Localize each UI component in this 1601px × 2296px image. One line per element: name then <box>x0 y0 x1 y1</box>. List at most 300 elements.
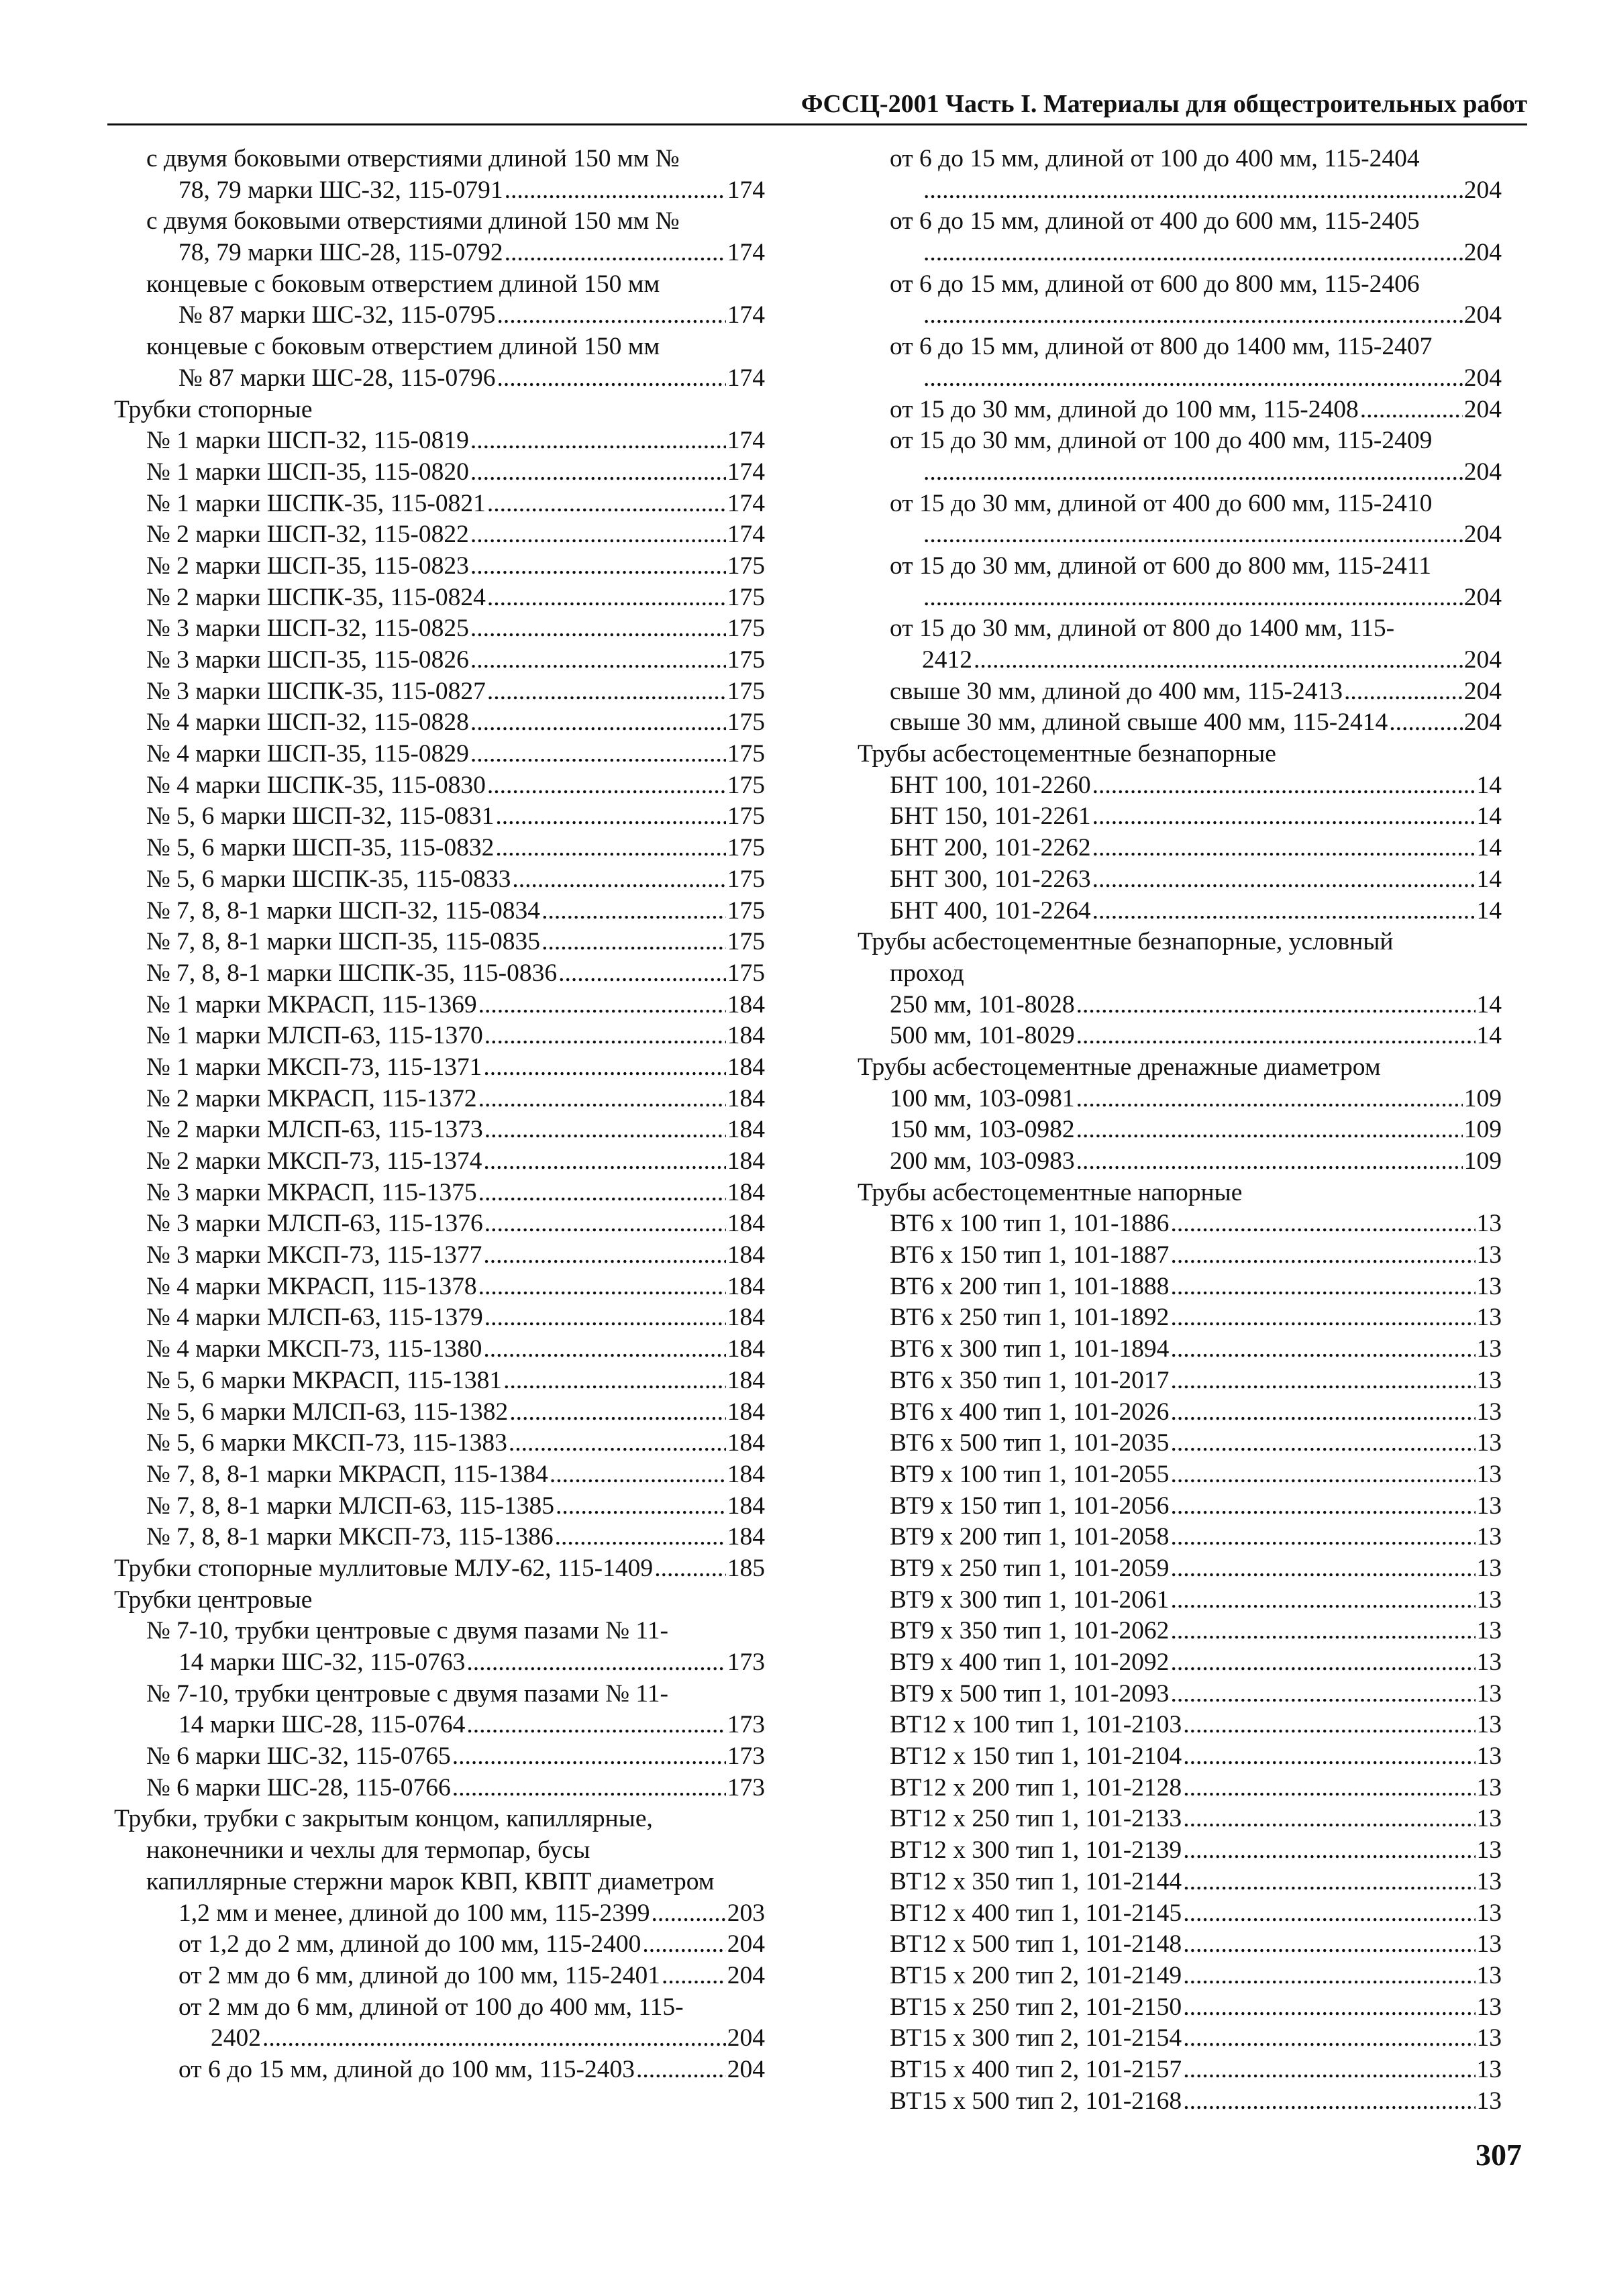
entry-page-number: 13 <box>1476 1899 1502 1927</box>
index-entry <box>858 1961 1502 1992</box>
entry-page-number: 174 <box>727 458 765 486</box>
dot-leader <box>1170 1271 1475 1303</box>
index-entry <box>858 1898 1502 1930</box>
page-header <box>107 87 1527 125</box>
index-entry <box>114 1867 765 1898</box>
index-entry <box>114 175 765 207</box>
index-entry <box>858 1585 1502 1616</box>
dot-leader <box>1183 1741 1475 1773</box>
index-entry <box>114 269 765 301</box>
index-entry <box>858 1334 1502 1365</box>
index-entry <box>114 613 765 645</box>
entry-page-number: 13 <box>1476 1930 1502 1959</box>
entry-page-number: 13 <box>1476 1585 1502 1614</box>
entry-page-number: 173 <box>727 1773 765 1802</box>
entry-page-number: 173 <box>727 1711 765 1739</box>
dot-leader <box>1183 1929 1475 1961</box>
dot-leader <box>483 1334 725 1365</box>
entry-text: 2412 <box>922 646 972 674</box>
dot-leader <box>1170 1459 1475 1491</box>
dot-leader <box>487 582 726 614</box>
entry-text: 14 марки ШС-32, 115-0763 <box>178 1649 466 1676</box>
entry-text: № 5, 6 марки МКСП-73, 115-1383 <box>146 1429 507 1457</box>
index-entry <box>114 645 765 676</box>
dot-leader <box>1170 1585 1475 1616</box>
dot-leader <box>1170 1334 1475 1365</box>
index-column-right <box>858 144 1502 2117</box>
dot-leader <box>505 175 726 207</box>
index-entry <box>114 676 765 708</box>
entry-page-number: 204 <box>1463 646 1502 674</box>
entry-text: 2402 <box>211 2024 261 2052</box>
index-entry <box>858 1021 1502 1052</box>
entry-text: ВТ12 х 300 тип 1, 101-2139 <box>890 1836 1182 1865</box>
dot-leader <box>1170 1679 1475 1710</box>
dot-leader <box>495 833 725 864</box>
index-entry <box>114 425 765 457</box>
index-entry <box>114 395 765 426</box>
dot-leader <box>652 1898 726 1930</box>
entry-text: ВТ15 х 400 тип 2, 101-2157 <box>890 2055 1182 2083</box>
index-entry <box>114 958 765 990</box>
dot-leader <box>1183 1773 1475 1804</box>
dot-leader <box>558 958 726 990</box>
entry-page-number: 14 <box>1476 865 1502 893</box>
entry-text: № 2 марки ШСП-32, 115-0822 <box>146 521 469 549</box>
entry-text: Трубки стопорные <box>114 395 313 423</box>
index-entry <box>858 2054 1502 2086</box>
entry-text: № 3 марки МКРАСП, 115-1375 <box>146 1178 477 1206</box>
entry-text: № 7, 8, 8-1 марки МКСП-73, 115-1386 <box>146 1523 554 1551</box>
dot-leader <box>923 519 1463 551</box>
entry-page-number: 204 <box>1463 583 1502 611</box>
index-entry <box>858 1178 1502 1209</box>
index-entry <box>858 1522 1502 1553</box>
entry-text: ВТ9 х 500 тип 1, 101-2093 <box>890 1679 1170 1708</box>
entry-page-number: 13 <box>1476 1210 1502 1238</box>
dot-leader <box>1183 1898 1475 1930</box>
entry-text: № 5, 6 марки ШСП-32, 115-0831 <box>146 802 495 831</box>
index-entry <box>114 1585 765 1616</box>
index-entry <box>114 1929 765 1961</box>
dot-leader <box>662 1961 726 1992</box>
entry-page-number: 204 <box>727 1961 765 1989</box>
entry-page-number: 184 <box>727 1523 765 1551</box>
index-entry <box>114 1397 765 1428</box>
entry-text: Трубы асбестоцементные дренажные диаметром <box>858 1053 1381 1081</box>
index-entry <box>858 1773 1502 1804</box>
dot-leader <box>1170 1428 1475 1459</box>
index-entry <box>858 457 1502 488</box>
index-entry <box>114 1710 765 1741</box>
entry-text: № 7-10, трубки центровые с двумя пазами № 11- <box>146 1679 669 1708</box>
index-entry <box>114 896 765 927</box>
entry-page-number: 13 <box>1476 1492 1502 1520</box>
index-entry <box>114 1271 765 1303</box>
entry-text: № 5, 6 марки ШСП-35, 115-0832 <box>146 834 495 862</box>
dot-leader <box>452 1773 726 1804</box>
dot-leader <box>1170 1616 1475 1647</box>
entry-page-number: 175 <box>727 802 765 831</box>
entry-text: от 6 до 15 мм, длиной от 100 до 400 мм, 115-2404 <box>890 145 1420 172</box>
dot-leader <box>1183 2023 1475 2054</box>
entry-text: № 1 марки МКСП-73, 115-1371 <box>146 1053 482 1081</box>
dot-leader <box>1183 2054 1475 2086</box>
entry-text: наконечники и чехлы для термопар, бусы <box>146 1836 590 1865</box>
entry-page-number: 13 <box>1476 1366 1502 1394</box>
dot-leader <box>550 1459 726 1491</box>
entry-page-number: 13 <box>1476 1617 1502 1645</box>
dot-leader <box>1183 2086 1475 2118</box>
index-entry <box>858 676 1502 708</box>
entry-text: 78, 79 марки ШС-32, 115-0791 <box>178 176 503 204</box>
entry-page-number: 14 <box>1476 834 1502 862</box>
entry-page-number: 184 <box>727 1429 765 1457</box>
entry-text: № 6 марки ШС-28, 115-0766 <box>146 1773 451 1802</box>
entry-page-number: 13 <box>1476 1523 1502 1551</box>
entry-page-number: 204 <box>1463 677 1502 705</box>
index-entry <box>114 300 765 331</box>
entry-page-number: 184 <box>727 1492 765 1520</box>
entry-text: № 1 марки ШСП-35, 115-0820 <box>146 458 469 486</box>
entry-page-number: 184 <box>727 1084 765 1112</box>
entry-text: концевые с боковым отверстием длиной 150 мм <box>146 270 660 298</box>
entry-page-number: 184 <box>727 1460 765 1488</box>
index-entry <box>858 1084 1502 1115</box>
index-entry <box>858 1428 1502 1459</box>
index-entry <box>114 1992 765 2024</box>
dot-leader <box>484 1208 726 1240</box>
dot-leader <box>483 1240 725 1271</box>
entry-page-number: 184 <box>727 1210 765 1238</box>
index-entry <box>114 1114 765 1146</box>
entry-page-number: 204 <box>1463 458 1502 486</box>
index-entry <box>114 1084 765 1115</box>
entry-text: свыше 30 мм, длиной свыше 400 мм, 115-2414 <box>890 709 1388 737</box>
entry-text: от 2 мм до 6 мм, длиной до 100 мм, 115-2401 <box>178 1961 661 1989</box>
entry-text: ВТ9 х 100 тип 1, 101-2055 <box>890 1460 1170 1488</box>
entry-text: ВТ12 х 500 тип 1, 101-2148 <box>890 1930 1182 1959</box>
entry-text: от 2 мм до 6 мм, длиной от 100 до 400 мм, 115- <box>178 1993 684 2021</box>
entry-page-number: 13 <box>1476 1649 1502 1676</box>
entry-text: Трубы асбестоцементные безнапорные, условный <box>858 928 1394 956</box>
index-entry <box>858 927 1502 958</box>
dot-leader <box>1170 1208 1475 1240</box>
dot-leader <box>1092 801 1476 833</box>
index-entry <box>114 1522 765 1553</box>
dot-leader <box>484 1302 726 1334</box>
entry-text: № 1 марки МКРАСП, 115-1369 <box>146 990 477 1019</box>
entry-text: № 3 марки ШСП-32, 115-0825 <box>146 615 469 643</box>
entry-page-number: 13 <box>1476 1398 1502 1426</box>
index-entry <box>114 1679 765 1710</box>
dot-leader <box>478 1178 726 1209</box>
entry-page-number: 109 <box>1463 1084 1502 1112</box>
entry-text: № 4 марки ШСП-35, 115-0829 <box>146 740 469 768</box>
entry-text: № 4 марки МКРАСП, 115-1378 <box>146 1272 477 1300</box>
index-entry <box>858 833 1502 864</box>
entry-page-number: 14 <box>1476 1022 1502 1050</box>
dot-leader <box>505 238 726 269</box>
index-entry <box>858 269 1502 301</box>
dot-leader <box>497 363 726 395</box>
entry-text: от 6 до 15 мм, длиной от 600 до 800 мм, 115-2406 <box>890 270 1420 298</box>
entry-page-number: 14 <box>1476 896 1502 925</box>
entry-page-number: 184 <box>727 1398 765 1426</box>
entry-page-number: 13 <box>1476 1742 1502 1771</box>
index-entry <box>114 1428 765 1459</box>
dot-leader <box>497 300 726 331</box>
entry-text: 78, 79 марки ШС-28, 115-0792 <box>178 239 503 267</box>
entry-text: ВТ6 х 200 тип 1, 101-1888 <box>890 1272 1170 1300</box>
index-entry <box>114 1773 765 1804</box>
entry-text: ВТ15 х 200 тип 2, 101-2149 <box>890 1961 1182 1989</box>
dot-leader <box>654 1553 726 1585</box>
dot-leader <box>1183 1867 1475 1898</box>
dot-leader <box>636 2054 726 2086</box>
entry-page-number: 175 <box>727 740 765 768</box>
entry-text: № 7, 8, 8-1 марки МЛСП-63, 115-1385 <box>146 1492 555 1520</box>
index-entry <box>858 1741 1502 1773</box>
entry-text: с двумя боковыми отверстиями длиной 150 мм № <box>146 145 680 172</box>
entry-text: 200 мм, 103-0983 <box>890 1147 1075 1175</box>
index-entry <box>858 2023 1502 2054</box>
entry-text: ВТ6 х 500 тип 1, 101-2035 <box>890 1429 1170 1457</box>
index-entry <box>858 1710 1502 1741</box>
dot-leader <box>484 1114 726 1146</box>
entry-text: ВТ9 х 300 тип 1, 101-2061 <box>890 1585 1170 1614</box>
entry-page-number: 109 <box>1463 1116 1502 1144</box>
entry-text: № 3 марки МЛСП-63, 115-1376 <box>146 1210 483 1238</box>
entry-page-number: 175 <box>727 865 765 893</box>
entry-text: от 15 до 30 мм, длиной от 600 до 800 мм, 115-2411 <box>890 552 1431 580</box>
dot-leader <box>470 707 726 739</box>
index-entry <box>114 1741 765 1773</box>
entry-text: № 7, 8, 8-1 марки ШСП-32, 115-0834 <box>146 896 541 925</box>
dot-leader <box>466 1710 725 1741</box>
entry-text: № 1 марки МЛСП-63, 115-1370 <box>146 1022 483 1050</box>
entry-page-number: 174 <box>727 239 765 267</box>
entry-text: № 7, 8, 8-1 марки ШСПК-35, 115-0836 <box>146 959 558 987</box>
entry-page-number: 13 <box>1476 1805 1502 1833</box>
index-entry <box>858 363 1502 395</box>
dot-leader <box>487 770 726 802</box>
dot-leader <box>556 1491 726 1522</box>
index-entry <box>858 331 1502 363</box>
entry-page-number: 13 <box>1476 2087 1502 2115</box>
entry-text: ВТ12 х 400 тип 1, 101-2145 <box>890 1899 1182 1927</box>
entry-text: ВТ6 х 250 тип 1, 101-1892 <box>890 1304 1170 1332</box>
entry-page-number: 184 <box>727 1241 765 1269</box>
index-entry <box>114 864 765 896</box>
entry-page-number: 184 <box>727 1022 765 1050</box>
entry-page-number: 13 <box>1476 1867 1502 1895</box>
index-entry <box>114 457 765 488</box>
entry-page-number: 204 <box>1463 176 1502 204</box>
index-entry <box>858 1459 1502 1491</box>
dot-leader <box>1183 1992 1475 2024</box>
entry-text: БНТ 200, 101-2262 <box>890 834 1091 862</box>
entry-page-number: 184 <box>727 1147 765 1175</box>
index-entry <box>114 2023 765 2054</box>
entry-text: № 1 марки ШСПК-35, 115-0821 <box>146 489 486 517</box>
entry-text: № 87 марки ШС-32, 115-0795 <box>178 301 496 329</box>
entry-text: концевые с боковым отверстием длиной 150 мм <box>146 333 660 361</box>
entry-text: ВТ12 х 350 тип 1, 101-2144 <box>890 1867 1182 1895</box>
entry-page-number: 175 <box>727 959 765 987</box>
dot-leader <box>262 2023 726 2054</box>
entry-text: от 15 до 30 мм, длиной до 100 мм, 115-2408 <box>890 395 1359 423</box>
index-entry <box>114 1961 765 1992</box>
entry-text: № 2 марки МКРАСП, 115-1372 <box>146 1084 477 1112</box>
entry-page-number: 204 <box>727 2055 765 2083</box>
dot-leader <box>470 551 726 582</box>
dot-leader <box>1092 864 1476 896</box>
index-entry <box>114 1052 765 1084</box>
entry-page-number: 14 <box>1476 802 1502 831</box>
dot-leader <box>478 990 726 1021</box>
entry-text: № 5, 6 марки ШСПК-35, 115-0833 <box>146 865 511 893</box>
index-entry <box>858 175 1502 207</box>
dot-leader <box>1092 770 1476 802</box>
index-entry <box>858 739 1502 770</box>
index-entry <box>858 707 1502 739</box>
index-entry <box>114 238 765 269</box>
entry-page-number: 175 <box>727 896 765 925</box>
dot-leader <box>642 1929 725 1961</box>
index-entry <box>858 1397 1502 1428</box>
entry-page-number: 174 <box>727 521 765 549</box>
entry-page-number: 204 <box>1463 301 1502 329</box>
index-entry <box>114 2054 765 2086</box>
dot-leader <box>1389 707 1462 739</box>
dot-leader <box>923 238 1463 269</box>
entry-page-number: 14 <box>1476 990 1502 1019</box>
entry-text: Трубки, трубки с закрытым концом, капиллярные, <box>114 1805 653 1833</box>
dot-leader <box>512 864 725 896</box>
dot-leader <box>1170 1491 1475 1522</box>
dot-leader <box>1076 1084 1463 1115</box>
entry-text: от 6 до 15 мм, длиной от 400 до 600 мм, 115-2405 <box>890 207 1420 236</box>
dot-leader <box>452 1741 726 1773</box>
entry-page-number: 204 <box>1463 239 1502 267</box>
entry-text: № 2 марки ШСП-35, 115-0823 <box>146 552 469 580</box>
entry-text: Трубки центровые <box>114 1585 313 1614</box>
dot-leader <box>478 1084 726 1115</box>
entry-page-number: 175 <box>727 583 765 611</box>
index-entry <box>114 1240 765 1271</box>
index-entry <box>858 395 1502 426</box>
entry-page-number: 13 <box>1476 2024 1502 2052</box>
entry-page-number: 13 <box>1476 1554 1502 1582</box>
dot-leader <box>487 488 726 520</box>
index-entry <box>114 707 765 739</box>
index-entry <box>114 1616 765 1647</box>
entry-text: капиллярные стержни марок КВП, КВПТ диаметром <box>146 1867 715 1895</box>
entry-text: № 7, 8, 8-1 марки МКРАСП, 115-1384 <box>146 1460 548 1488</box>
entry-text: № 3 марки ШСПК-35, 115-0827 <box>146 677 486 705</box>
dot-leader <box>478 1271 726 1303</box>
entry-page-number: 13 <box>1476 1993 1502 2021</box>
dot-leader <box>1170 1397 1475 1428</box>
dot-leader <box>1360 395 1463 426</box>
entry-text: ВТ12 х 200 тип 1, 101-2128 <box>890 1773 1182 1802</box>
dot-leader <box>487 676 726 708</box>
index-entry <box>858 1365 1502 1397</box>
index-entry <box>114 488 765 520</box>
entry-text: ВТ15 х 500 тип 2, 101-2168 <box>890 2087 1182 2115</box>
dot-leader <box>509 1397 725 1428</box>
dot-leader <box>923 175 1463 207</box>
entry-page-number: 203 <box>727 1899 765 1927</box>
entry-page-number: 175 <box>727 709 765 737</box>
dot-leader <box>541 896 726 927</box>
entry-text: БНТ 400, 101-2264 <box>890 896 1091 925</box>
index-entry <box>858 2086 1502 2118</box>
entry-text: ВТ9 х 150 тип 1, 101-2056 <box>890 1492 1170 1520</box>
entry-page-number: 109 <box>1463 1147 1502 1175</box>
entry-text: ВТ6 х 400 тип 1, 101-2026 <box>890 1398 1170 1426</box>
entry-text: Трубки стопорные муллитовые МЛУ-62, 115-1409 <box>114 1554 654 1582</box>
entry-text: 14 марки ШС-28, 115-0764 <box>178 1711 466 1739</box>
entry-text: от 1,2 до 2 мм, длиной до 100 мм, 115-2400 <box>178 1930 641 1959</box>
dot-leader <box>1183 1710 1475 1741</box>
entry-text: от 6 до 15 мм, длиной до 100 мм, 115-2403 <box>178 2055 635 2083</box>
index-entry <box>114 1804 765 1835</box>
index-entry <box>114 927 765 958</box>
index-entry <box>114 582 765 614</box>
entry-page-number: 174 <box>727 364 765 392</box>
entry-text: Трубы асбестоцементные безнапорные <box>858 740 1276 768</box>
dot-leader <box>483 1146 725 1178</box>
dot-leader <box>484 1021 726 1052</box>
index-entry <box>114 1459 765 1491</box>
index-entry <box>858 300 1502 331</box>
entry-page-number: 175 <box>727 646 765 674</box>
entry-page-number: 174 <box>727 489 765 517</box>
entry-text: от 15 до 30 мм, длиной от 800 до 1400 мм, 115- <box>890 615 1395 643</box>
index-entry <box>858 1616 1502 1647</box>
entry-text: № 7-10, трубки центровые с двумя пазами № 11- <box>146 1617 669 1645</box>
entry-text: с двумя боковыми отверстиями длиной 150 мм № <box>146 207 680 236</box>
entry-text: Трубы асбестоцементные напорные <box>858 1178 1243 1206</box>
index-entry <box>114 1898 765 1930</box>
index-entry <box>858 1302 1502 1334</box>
entry-page-number: 204 <box>1463 364 1502 392</box>
index-entry <box>858 1491 1502 1522</box>
entry-text: ВТ6 х 350 тип 1, 101-2017 <box>890 1366 1170 1394</box>
index-entry <box>858 801 1502 833</box>
index-entry <box>858 144 1502 175</box>
dot-leader <box>503 1365 726 1397</box>
index-entry <box>858 613 1502 645</box>
dot-leader <box>470 645 726 676</box>
index-entry <box>858 1208 1502 1240</box>
index-entry <box>858 582 1502 614</box>
entry-text: ВТ9 х 200 тип 1, 101-2058 <box>890 1523 1170 1551</box>
entry-text: № 5, 6 марки МКРАСП, 115-1381 <box>146 1366 503 1394</box>
index-entry <box>114 551 765 582</box>
dot-leader <box>1183 1961 1475 1992</box>
entry-page-number: 13 <box>1476 1241 1502 1269</box>
entry-page-number: 13 <box>1476 2055 1502 2083</box>
index-entry <box>858 1647 1502 1679</box>
entry-page-number: 185 <box>727 1554 765 1582</box>
entry-text: № 7, 8, 8-1 марки ШСП-35, 115-0835 <box>146 928 541 956</box>
dot-leader <box>1344 676 1463 708</box>
entry-page-number: 175 <box>727 615 765 643</box>
entry-text: № 2 марки МЛСП-63, 115-1373 <box>146 1116 483 1144</box>
